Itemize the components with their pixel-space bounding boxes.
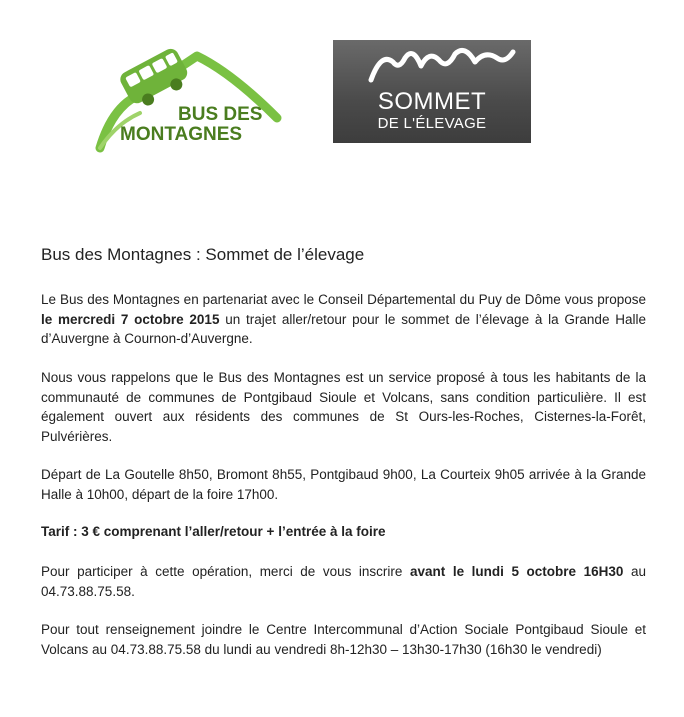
bus-logo-line1: BUS DES — [178, 104, 263, 125]
bus-des-montagnes-logo — [92, 38, 292, 153]
sommet-logo-line2: DE L'ÉLEVAGE — [377, 115, 487, 132]
bus-logo-line2: MONTAGNES — [120, 124, 243, 145]
intro-paragraph — [41, 290, 646, 349]
page-title: Bus des Montagnes : Sommet de l’élevage — [41, 245, 365, 264]
registration-paragraph — [41, 562, 646, 601]
schedule-paragraph: Départ de La Goutelle 8h50, Bromont 8h55, Pontgibaud 9h00, La Courteix 9h05 arrivée à la Grande Halle à 10h00, départ de la foire 17h00. — [41, 467, 646, 502]
sommet-elevage-logo — [333, 40, 531, 143]
registration-deadline: avant le lundi 5 octobre 16H30 — [410, 564, 624, 579]
contact-paragraph: Pour tout renseignement joindre le Centre Intercommunal d’Action Sociale Pontgibaud Sioule et Volcans au 04.73.88.75.58 du lundi au vendredi 8h-12h30 – 13h30-17h30 (16h30 le vendredi) — [41, 622, 646, 657]
intro-text-a: Le Bus des Montagnes en partenariat avec le Conseil Départemental du Puy de Dôme vous propose — [41, 292, 646, 307]
mountain-lines-icon — [333, 40, 531, 90]
registration-text-b: au 04.73.88.75.58. — [41, 564, 646, 599]
price-paragraph: Tarif : 3 € comprenant l’aller/retour + l’entrée à la foire — [41, 524, 386, 539]
registration-text-a: Pour participer à cette opération, merci de vous inscrire — [41, 564, 410, 579]
sommet-logo-line1: SOMMET — [377, 88, 487, 115]
service-paragraph: Nous vous rappelons que le Bus des Montagnes est un service proposé à tous les habitants de la communauté de communes de Pontgibaud Sioule et Volcans, sans condition particulière. Il est également ouvert aux résidents des communes de St Ours-les-Roches, Cisternes-la-Forêt, Pulvérières. — [41, 370, 646, 444]
intro-text-b: un trajet aller/retour pour le sommet de l’élevage à la Grande Halle d’Auvergne à Cournon-d’Auvergne. — [41, 311, 646, 347]
event-date: le mercredi 7 octobre 2015 — [41, 311, 220, 327]
